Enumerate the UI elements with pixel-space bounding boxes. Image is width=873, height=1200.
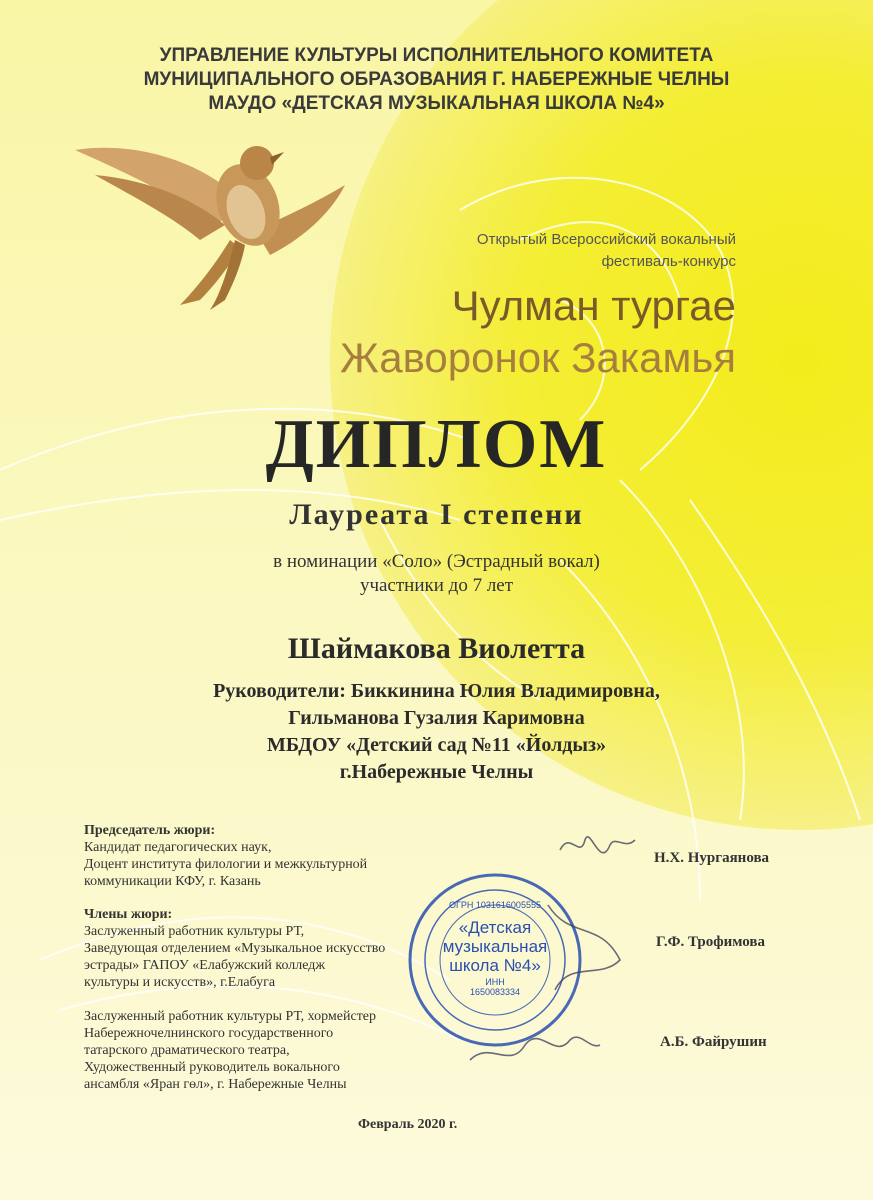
issue-date: Февраль 2020 г.: [358, 1117, 458, 1132]
jury-member-2-block: [84, 1008, 444, 1093]
leaders-line-1: Руководители: Биккинина Юлия Владимировна,: [213, 680, 660, 702]
jury-member-2-line-5: ансамбля «Яран гөл», г. Набережные Челны: [84, 1077, 347, 1092]
stamp-text: [410, 900, 580, 997]
city: г.Набережные Челны: [339, 761, 534, 783]
institution: МБДОУ «Детский сад №11 «Йолдыз»: [266, 734, 607, 756]
nomination: в номинации «Соло» (Эстрадный вокал): [273, 551, 600, 572]
stamp-inn-label: ИНН: [485, 977, 505, 987]
jury-chair-heading: Председатель жюри:: [84, 823, 216, 838]
leaders-line-2: Гильманова Гузалия Каримовна: [288, 707, 585, 729]
organization-header: [0, 44, 873, 116]
age-category: участники до 7 лет: [359, 575, 514, 596]
stamp-inn: 1650083334: [469, 987, 521, 997]
winner-name: Шаймакова Виолетта: [287, 632, 586, 665]
member-1-signature-name: Г.Ф. Трофимова: [656, 934, 766, 950]
jury-member-1-line-3: эстрады» ГАПОУ «Елабужский колледж: [84, 958, 326, 973]
jury-chair-line-3: коммуникации КФУ, г. Казань: [84, 874, 261, 889]
jury-chair-block: [84, 822, 424, 890]
jury-member-1-block: [84, 906, 444, 991]
stamp-ogrn: ОГРН 1031616005555: [449, 900, 541, 910]
jury-member-1-line-1: Заслуженный работник культуры РТ,: [84, 924, 305, 939]
leaders-block: [0, 678, 873, 786]
stamp-line-1: «Детская: [458, 918, 532, 937]
jury-chair-line-2: Доцент института филологии и межкультурной: [84, 857, 368, 872]
stamp-line-2: музыкальная: [442, 937, 548, 956]
jury-member-1-line-2: Заведующая отделением «Музыкальное искусство: [84, 941, 386, 956]
org-line-2: МУНИЦИПАЛЬНОГО ОБРАЗОВАНИЯ Г. НАБЕРЕЖНЫЕ ЧЕЛНЫ: [143, 69, 730, 90]
org-line-3: МАУДО «ДЕТСКАЯ МУЗЫКАЛЬНАЯ ШКОЛА №4»: [208, 93, 665, 114]
member-2-signature-name: А.Б. Файрушин: [660, 1034, 767, 1050]
festival-subtitle-line-1: Открытый Всероссийский вокальный: [476, 231, 736, 248]
jury-member-2-line-2: Набережночелнинского государственного: [84, 1026, 334, 1041]
jury-member-1-line-4: культуры и искусств», г.Елабуга: [84, 975, 276, 990]
jury-member-2-line-4: Художественный руководитель вокального: [84, 1060, 340, 1075]
festival-subtitle: [380, 229, 736, 273]
chair-signature-name: Н.Х. Нургаянова: [654, 850, 770, 866]
festival-subtitle-line-2: фестиваль-конкурс: [601, 253, 736, 270]
diploma-degree: Лауреата I степени: [289, 498, 584, 531]
jury-chair-line-1: Кандидат педагогических наук,: [84, 840, 272, 855]
org-line-1: УПРАВЛЕНИЕ КУЛЬТУРЫ ИСПОЛНИТЕЛЬНОГО КОМИТЕТА: [159, 45, 714, 66]
festival-name-russian: Жаворонок Закамья: [339, 334, 736, 381]
diploma-title: ДИПЛОМ: [265, 406, 608, 483]
jury-member-2-line-3: татарского драматического театра,: [84, 1043, 290, 1058]
jury-members-heading: Члены жюри:: [84, 907, 173, 922]
jury-member-2-line-1: Заслуженный работник культуры РТ, хормейстер: [84, 1009, 377, 1024]
stamp-line-3: школа №4»: [449, 956, 541, 975]
festival-name-tatar: Чулман тургае: [451, 282, 736, 329]
